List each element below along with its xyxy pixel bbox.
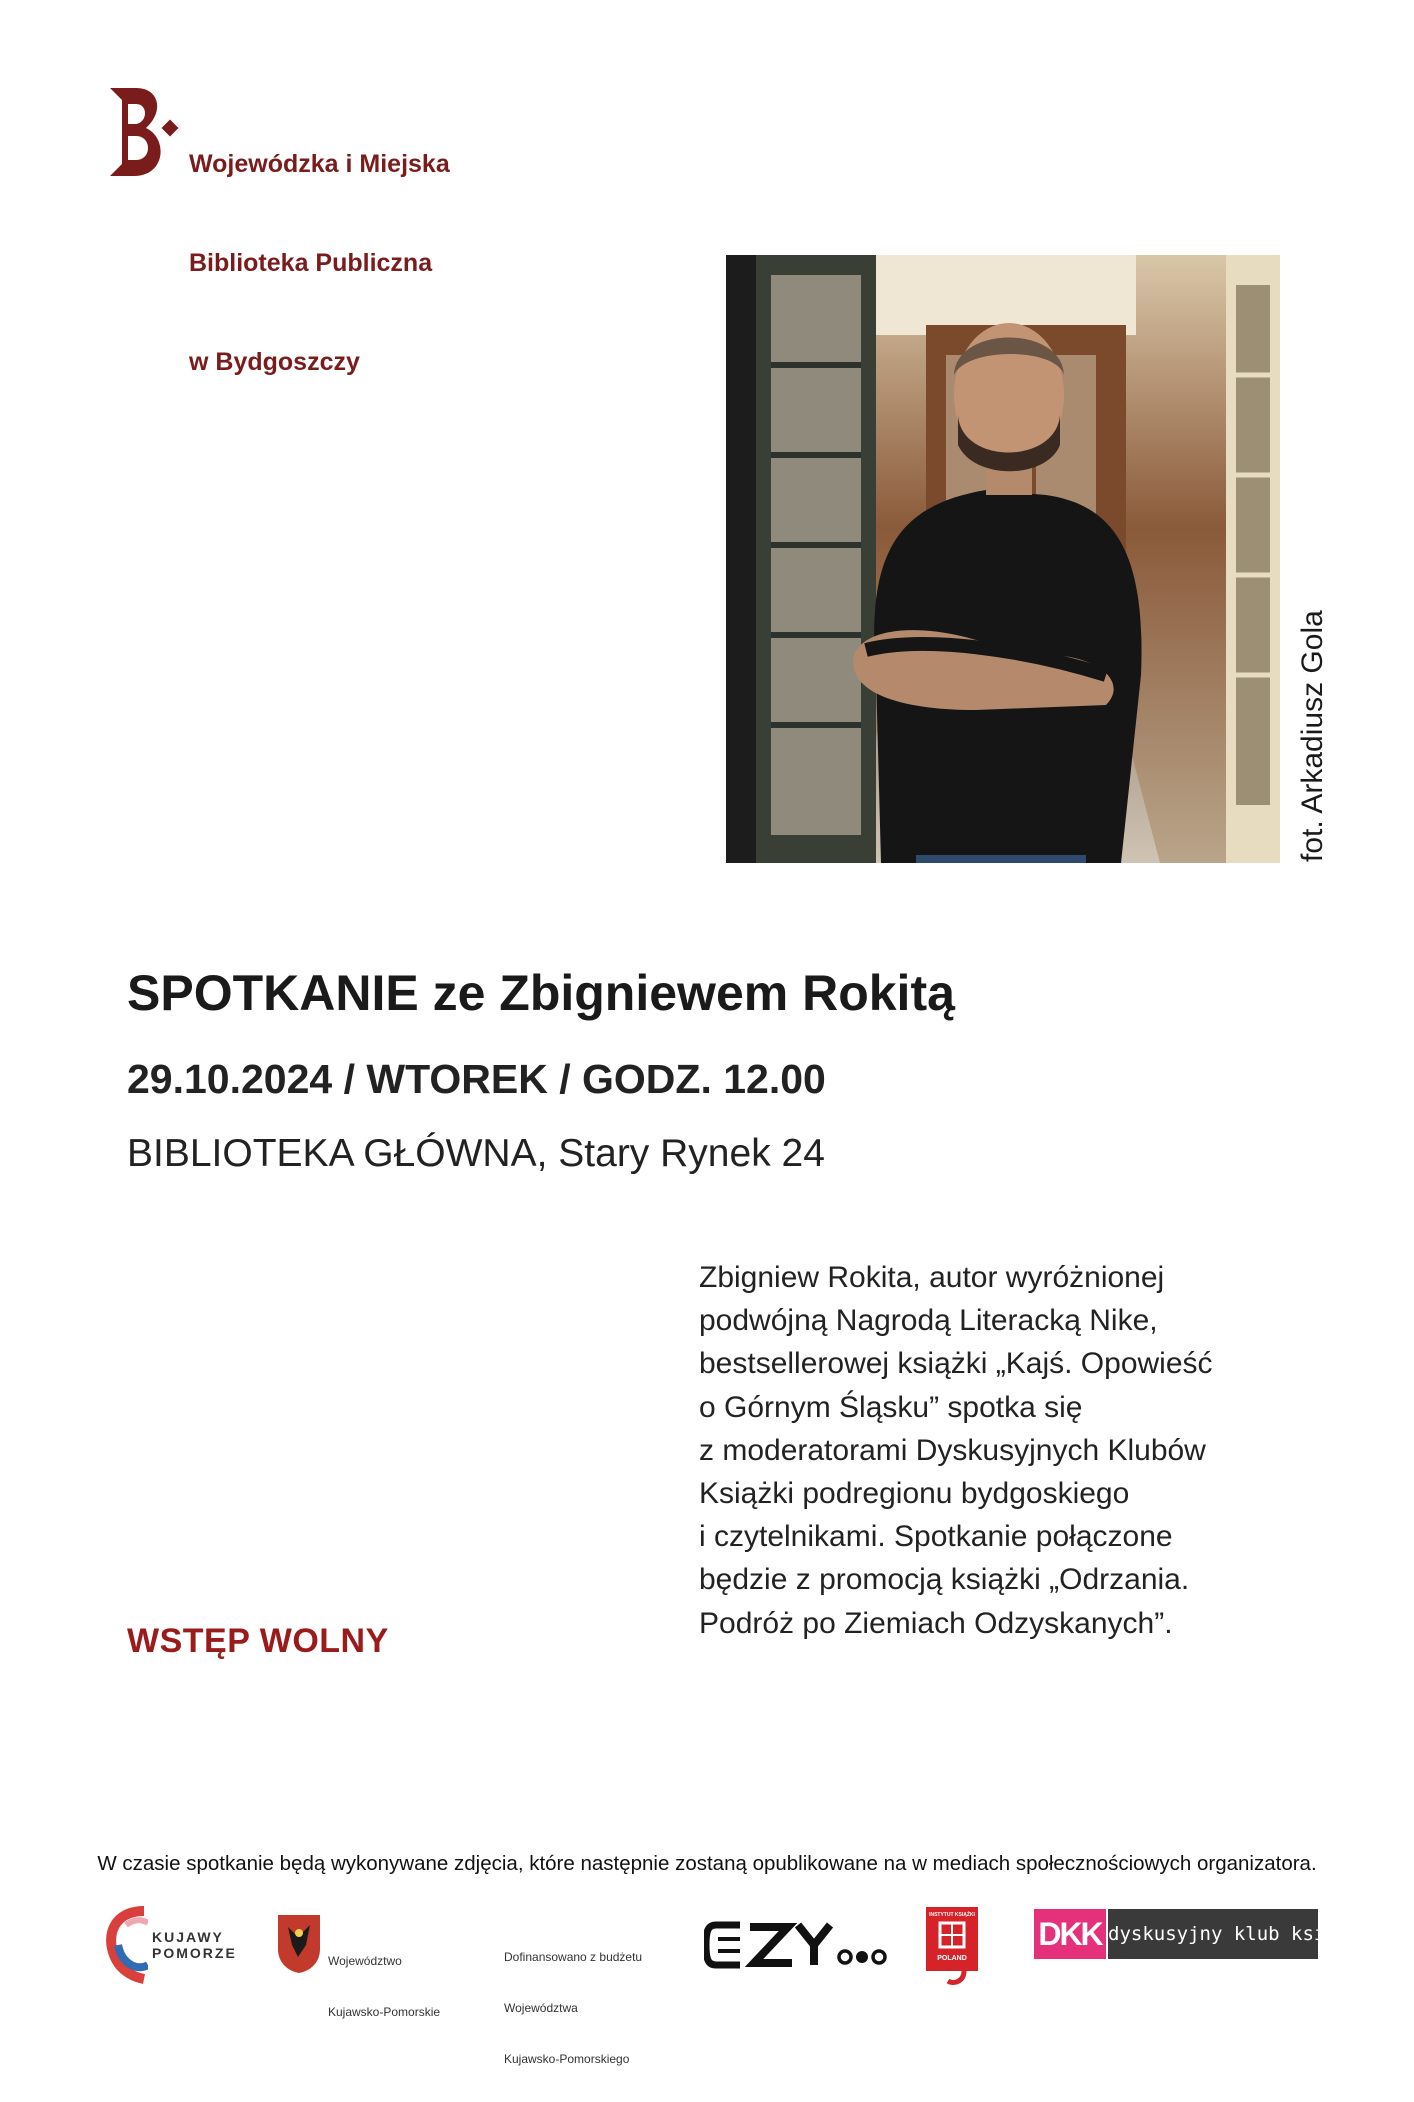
description-line: Książki podregionu bydgoskiego xyxy=(699,1477,1130,1511)
czytam-logo xyxy=(704,1905,890,1985)
instytut-top: INSTYTUT KSIĄŻKI xyxy=(929,1912,975,1918)
description-line: podwójną Nagrodą Literacką Nike, xyxy=(699,1304,1158,1338)
wojewodztwo-line: Kujawsko-Pomorskie xyxy=(328,2005,441,2019)
coat-of-arms-icon xyxy=(276,1913,322,1975)
czy-logo-icon xyxy=(704,1917,890,1973)
kujawy-pomorze-icon xyxy=(104,1905,148,1985)
library-name-line: w Bydgoszczy xyxy=(189,348,360,376)
event-description xyxy=(699,1256,1299,1645)
photo-notice: W czasie spotkanie będą wykonywane zdjęcia, które następnie zostaną opublikowane na w mediach społecznościowych organizatora. xyxy=(97,1852,1317,1875)
kujawy-line: POMORZE xyxy=(152,1945,237,1961)
co-financing-line: Kujawsko-Pomorskiego xyxy=(504,2052,630,2066)
description-line: Podróż po Ziemiach Odzyskanych”. xyxy=(699,1606,1173,1640)
kujawy-line: KUJAWY xyxy=(152,1929,224,1945)
description-line: i czytelnikami. Spotkanie połączone xyxy=(699,1520,1173,1554)
event-title: SPOTKANIE ze Zbigniewem Rokitą xyxy=(127,965,955,1021)
description-line: będzie z promocją książki „Odrzania. xyxy=(699,1563,1190,1597)
library-b-logo-icon xyxy=(108,86,180,178)
wojewodztwo-logo xyxy=(276,1905,466,2019)
description-line: Zbigniew Rokita, autor wyróżnionej xyxy=(699,1261,1165,1294)
dkk-name xyxy=(1108,1909,1372,1959)
co-financing-line: Województwa xyxy=(504,2001,578,2015)
free-entry-label: WSTĘP WOLNY xyxy=(127,1622,389,1660)
dkk-badge xyxy=(1034,1909,1106,1959)
library-name xyxy=(189,82,450,412)
dkk-badge-text: DKK xyxy=(1038,1916,1102,1952)
co-financing-note xyxy=(504,1905,664,2066)
description-line: bestsellerowej książki „Kajś. Opowieść xyxy=(699,1347,1213,1381)
wojewodztwo-line: Województwo xyxy=(328,1954,402,1968)
dkk-name-text: dyskusyjny klub książki xyxy=(1108,1923,1372,1945)
event-venue: BIBLIOTEKA GŁÓWNA, Stary Rynek 24 xyxy=(127,1132,825,1175)
description-line: o Górnym Śląsku” spotka się xyxy=(699,1390,1083,1424)
instytut-ksiazki-logo xyxy=(924,1905,980,1985)
instytut-bottom: POLAND xyxy=(937,1955,967,1962)
description-line: z moderatorami Dyskusyjnych Klubów xyxy=(699,1433,1206,1467)
library-name-line: Biblioteka Publiczna xyxy=(189,249,433,277)
library-name-line: Wojewódzka i Miejska xyxy=(189,150,450,178)
author-photo xyxy=(726,255,1280,863)
co-financing-line: Dofinansowano z budżetu xyxy=(504,1950,643,1964)
dkk-logo xyxy=(1034,1905,1372,1985)
photo-credit: fot. Arkadiusz Gola xyxy=(1296,610,1329,862)
kujawy-pomorze-logo xyxy=(104,1905,237,1985)
event-datetime: 29.10.2024 / WTOREK / GODZ. 12.00 xyxy=(127,1056,826,1102)
